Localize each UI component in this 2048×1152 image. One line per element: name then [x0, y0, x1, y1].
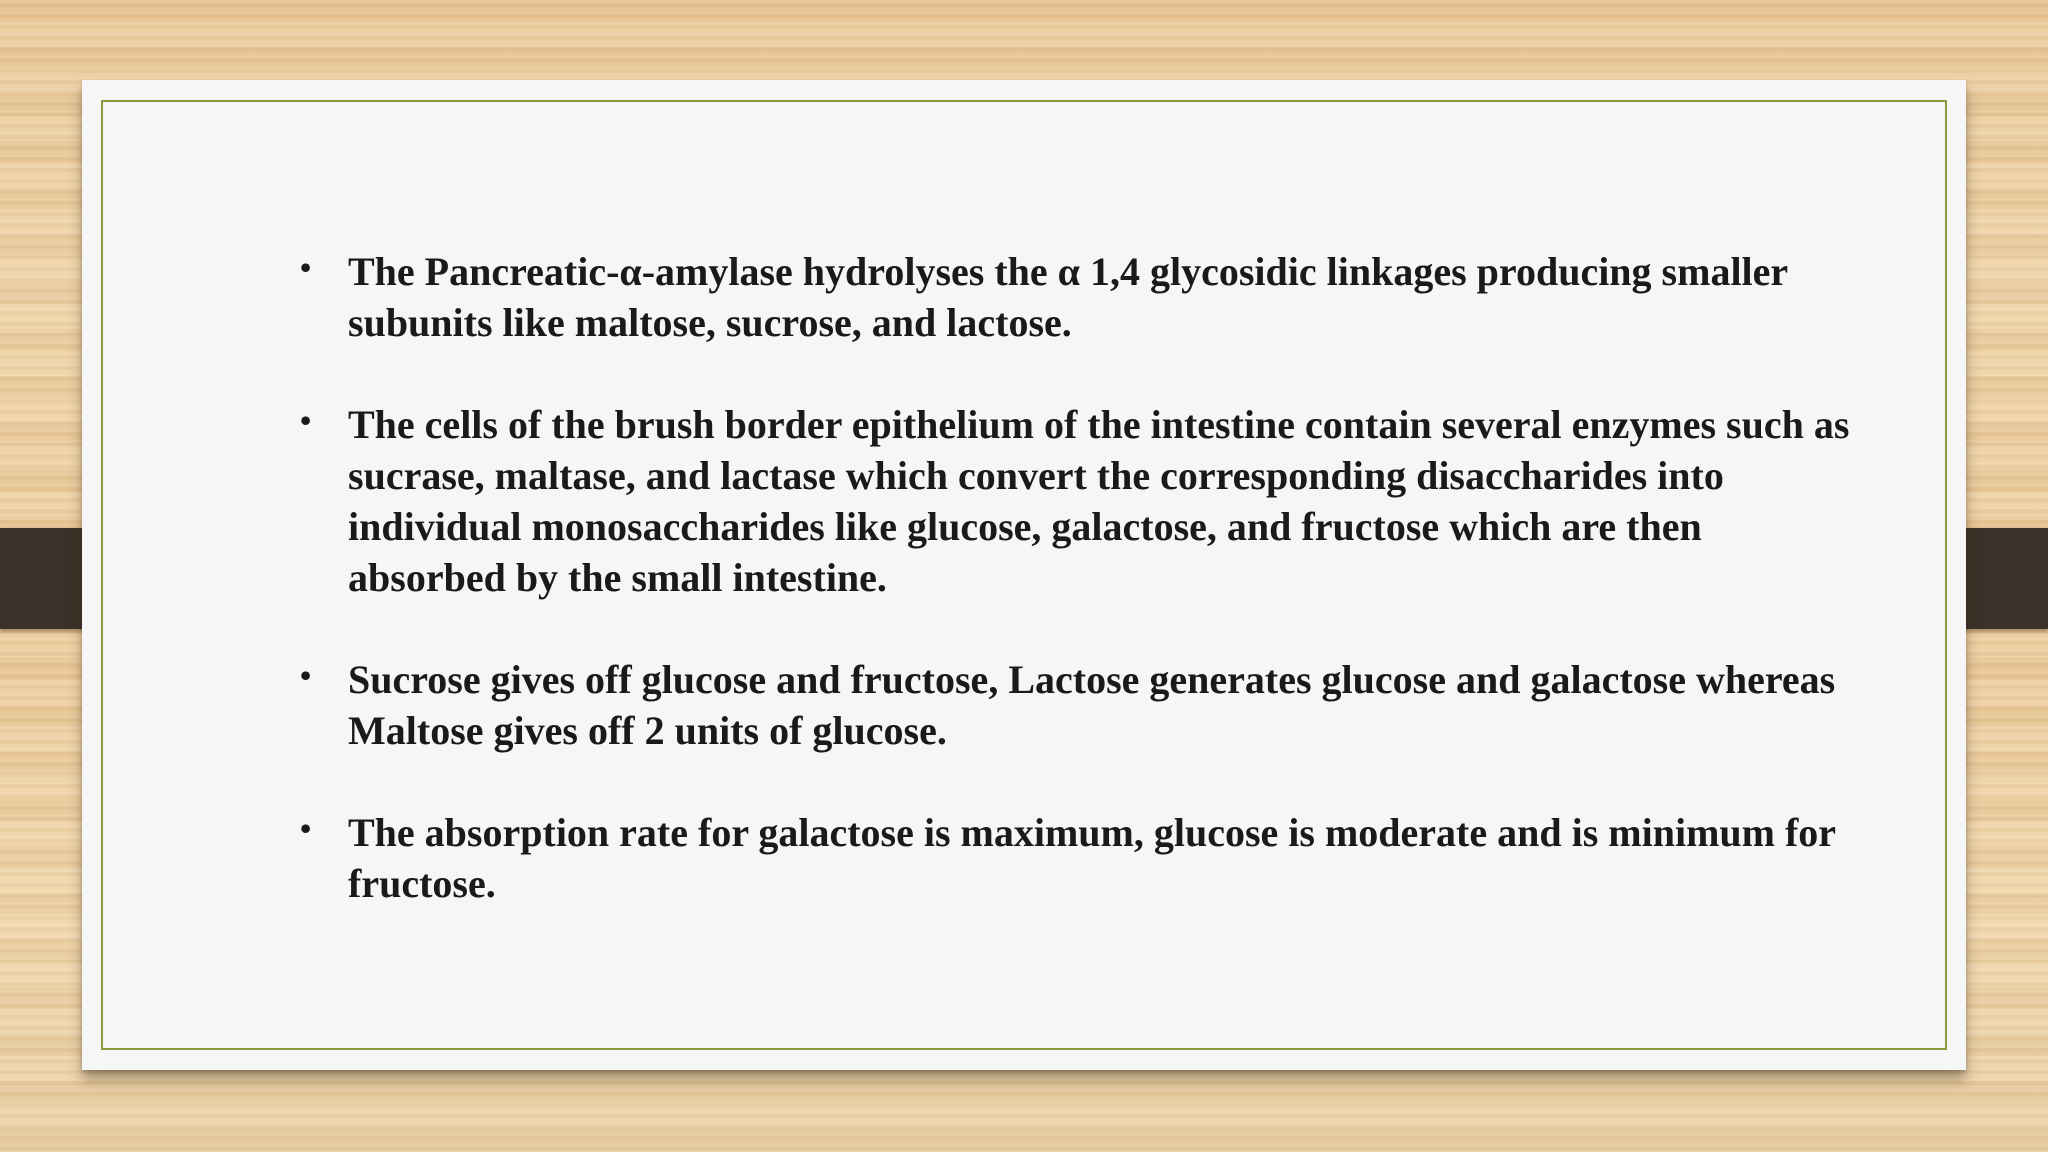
- slide-card: [82, 80, 1966, 1070]
- bullet-list: [300, 246, 1860, 960]
- bullet-absorption-rate: • The absorption rate for galactose is maximum, glucose is moderate and is minimum for fructose.: [300, 807, 1860, 909]
- bullet-amylase: • The Pancreatic-α-amylase hydrolyses the α 1,4 glycosidic linkages producing smaller subunits like maltose, sucrose, and lactose.: [300, 246, 1860, 348]
- bullet-brush-border-enzymes: • The cells of the brush border epithelium of the intestine contain several enzymes such as sucrase, maltase, and lactase which convert the corresponding disaccharides into individual monosaccharides like glucose, galactose, and fructose which are then absorbed by the small intestine.: [300, 399, 1860, 603]
- bullet-disaccharide-products: • Sucrose gives off glucose and fructose, Lactose generates glucose and galactose whereas Maltose gives off 2 units of glucose.: [300, 654, 1860, 756]
